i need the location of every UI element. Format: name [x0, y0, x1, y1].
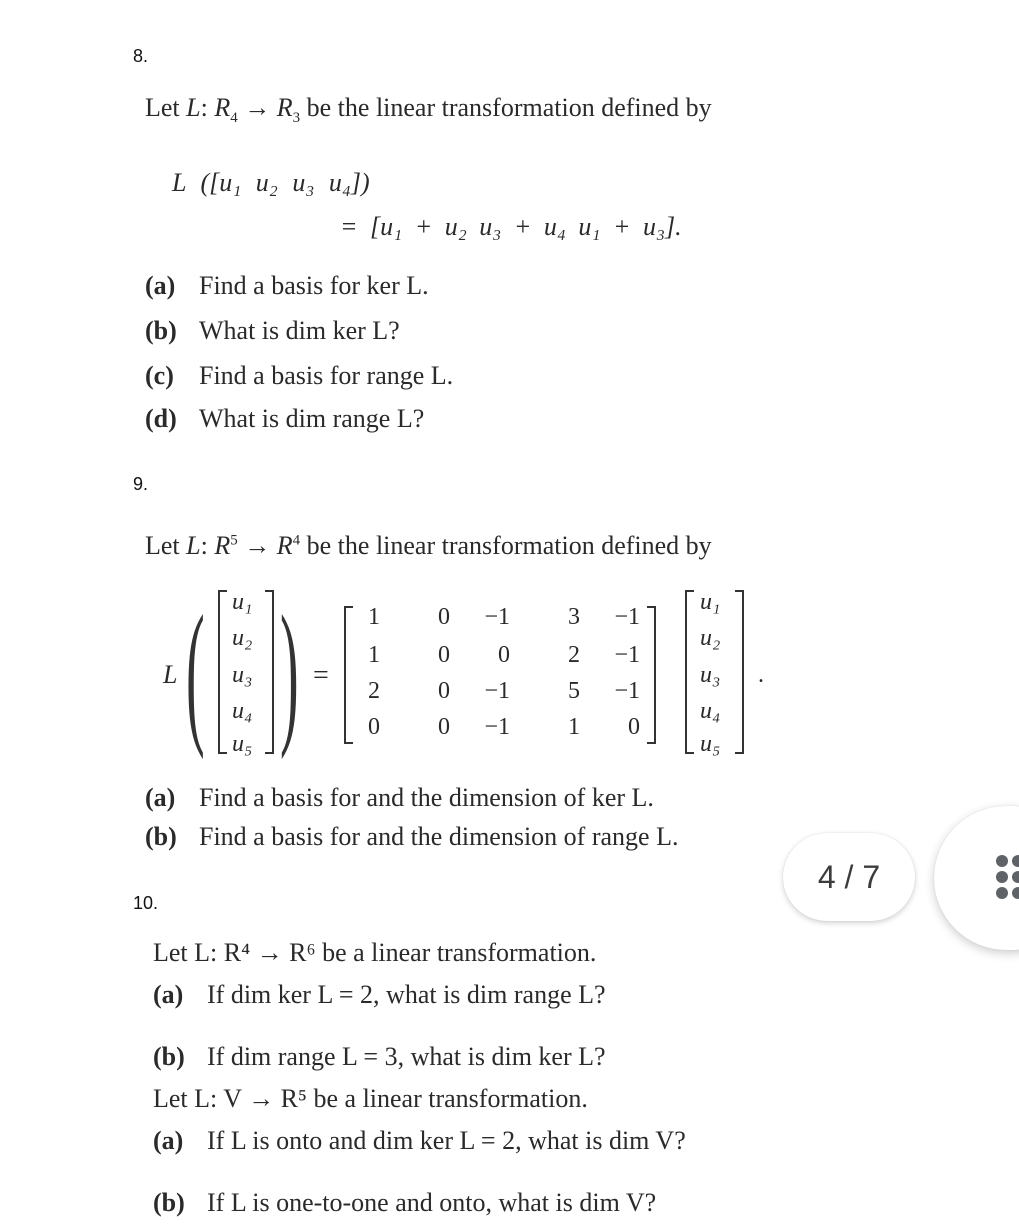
vector-entry: u₁: [232, 589, 253, 615]
part-label: (a): [145, 271, 176, 300]
part-label: (a): [153, 980, 184, 1009]
part-label: (b): [145, 316, 177, 345]
right-paren: ): [280, 582, 299, 760]
matrix-cell: 5: [568, 678, 580, 704]
symbol-L: L: [186, 531, 201, 560]
page-indicator[interactable]: [783, 833, 915, 921]
vector2-left-bracket: [685, 590, 694, 754]
problem-8-intro: [145, 93, 712, 127]
matrix-cell: 2: [368, 678, 380, 704]
problem-9-intro: [145, 531, 712, 561]
matrix-cell: 1: [368, 642, 380, 668]
text: :: [200, 531, 215, 560]
part-text: If dim range L = 3, what is dim ker L?: [207, 1042, 606, 1071]
part-label: (a): [153, 1126, 184, 1155]
codomain-sub: 3: [292, 110, 301, 127]
matrix-right-bracket: [647, 606, 656, 744]
vector-entry: u₄: [232, 698, 253, 724]
text: be the linear transformation defined by: [300, 93, 712, 122]
matrix-cell: 3: [568, 604, 580, 630]
problem-number: 9.: [133, 474, 149, 494]
matrix-cell: 1: [568, 714, 580, 740]
domain-sub: 4: [230, 110, 238, 127]
matrix-cell: 2: [568, 642, 580, 668]
matrix-cell: 0: [438, 678, 450, 704]
text: :: [200, 93, 215, 122]
part-b: [145, 822, 678, 852]
domain-symbol: R: [214, 531, 231, 560]
matrix-cell: 1: [368, 604, 380, 630]
arrow: →: [237, 531, 277, 560]
equation-line-1: L ([u₁ u₂ u₃ u₄]): [172, 168, 370, 197]
part-text: Find a basis for ker L.: [199, 271, 429, 300]
period: .: [758, 662, 764, 688]
domain-symbol: R: [214, 93, 231, 122]
left-paren: (: [186, 582, 205, 760]
codomain-symbol: R: [276, 93, 293, 122]
part-label: (a): [145, 783, 176, 812]
part-text: If L is onto and dim ker L = 2, what is dim V?: [207, 1126, 686, 1155]
matrix-cell: 0: [438, 642, 450, 668]
equals-sign: =: [313, 660, 329, 691]
part-a: [153, 980, 606, 1010]
part-label: (c): [145, 361, 174, 390]
symbol-L: L: [186, 93, 201, 122]
vector2-right-bracket: [735, 590, 744, 754]
part-text: Find a basis for and the dimension of range L.: [199, 822, 679, 851]
right-bracket: [265, 590, 274, 754]
part-text: If L is one-to-one and onto, what is dim V?: [207, 1188, 657, 1217]
part-text: Find a basis for range L.: [199, 361, 454, 390]
vector-entry: u₃: [232, 662, 253, 688]
codomain-symbol: R: [276, 531, 293, 560]
problem-10-intro-1: Let L: R⁴ → R⁶ be a linear transformation.: [153, 938, 597, 967]
part-text: What is dim range L?: [199, 404, 425, 433]
part-text: Find a basis for and the dimension of ker L.: [199, 783, 654, 812]
matrix-cell: −1: [614, 642, 640, 668]
page-indicator-text: 4 / 7: [817, 858, 881, 895]
part-b: [145, 316, 400, 346]
vector-entry: u₁: [700, 589, 721, 615]
part-label: (d): [145, 404, 177, 433]
matrix-cell: 0: [438, 714, 450, 740]
matrix-cell: −1: [484, 604, 510, 630]
vector-entry: u₂: [232, 625, 253, 651]
text: Let: [145, 93, 187, 122]
part-b: [153, 1042, 606, 1072]
part-label: (b): [153, 1188, 185, 1217]
matrix-cell: 0: [438, 604, 450, 630]
arrow: →: [237, 93, 277, 122]
part-text: What is dim ker L?: [199, 316, 400, 345]
grid-view-button[interactable]: [934, 806, 1019, 950]
vector-entry: u₅: [700, 731, 721, 757]
vector-entry: u₃: [700, 662, 721, 688]
part-a: [153, 1126, 686, 1156]
text: be the linear transformation defined by: [300, 531, 712, 560]
problem-number: 8.: [133, 46, 149, 66]
matrix-cell: −1: [614, 678, 640, 704]
part-label: (b): [153, 1042, 185, 1071]
part-a: [145, 783, 654, 813]
matrix-cell: −1: [484, 714, 510, 740]
text: Let: [145, 531, 187, 560]
matrix-cell: 0: [498, 642, 510, 668]
vector-entry: u₄: [700, 698, 721, 724]
vector-entry: u₂: [700, 625, 721, 651]
coefficient-matrix: [344, 604, 654, 744]
vector-entry: u₅: [232, 731, 253, 757]
part-b: [153, 1188, 656, 1218]
problem-10-intro-2: Let L: V → R⁵ be a linear transformation.: [153, 1084, 588, 1113]
lhs-L: L: [163, 660, 178, 689]
matrix-cell: 0: [628, 714, 640, 740]
problem-number: 10.: [133, 893, 159, 913]
domain-sup: 5: [230, 532, 238, 549]
part-a: [145, 271, 429, 301]
matrix-cell: 0: [368, 714, 380, 740]
part-d: [145, 404, 424, 434]
matrix-cell: −1: [484, 678, 510, 704]
left-bracket: [218, 590, 227, 754]
codomain-sup: 4: [292, 532, 301, 549]
equation-line-2: = [u₁ + u₂ u₃ + u₄ u₁ + u₃].: [340, 212, 682, 241]
matrix-cell: −1: [614, 604, 640, 630]
grid-dots-icon: [934, 806, 1019, 950]
part-label: (b): [145, 822, 177, 851]
part-text: If dim ker L = 2, what is dim range L?: [207, 980, 606, 1009]
part-c: [145, 361, 453, 391]
